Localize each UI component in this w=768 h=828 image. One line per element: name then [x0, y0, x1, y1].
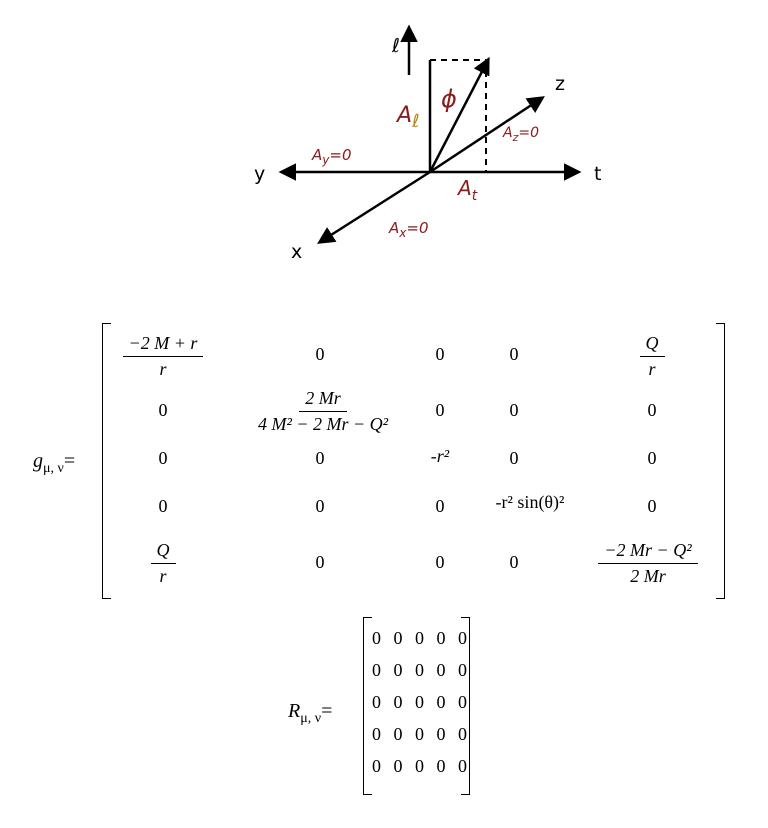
metric-cell: 0 [315, 552, 325, 572]
ricci-row: 0 0 0 0 0 [372, 724, 471, 744]
metric-cell: 0 [647, 496, 657, 516]
metric-cell: $\frac{\text{−2 Mr − Q²}}{2 Mr}$ [578, 540, 718, 587]
metric-cell: 0 [435, 496, 445, 516]
a-z-label: $A_z=0$ [503, 125, 539, 144]
y-axis-label: y [254, 163, 266, 185]
ricci-row: 0 0 0 0 0 [372, 692, 471, 712]
metric-cell: 0 [158, 496, 168, 516]
metric-cell: $\frac{Q}{r}$ [622, 333, 682, 380]
metric-cell: 0 [509, 400, 519, 420]
a-l-label: $A_\ell$ [397, 103, 420, 132]
phi-label: ϕ [441, 85, 457, 113]
metric-lhs: $g_{\mu, \nu}=$ [33, 450, 76, 476]
metric-cell: 0 [435, 552, 445, 572]
metric-cell: 0 [647, 400, 657, 420]
ricci-lhs: $R_{\mu, \nu}=$ [288, 700, 333, 726]
metric-cell: 0 [509, 552, 519, 572]
l-axis-label: ℓ [392, 35, 400, 57]
metric-cell: 0 [647, 448, 657, 468]
metric-cell: 0 [435, 400, 445, 420]
metric-cell: -r² sin(θ)² [495, 492, 565, 512]
metric-cell: $\frac{Q}{r}$ [133, 540, 193, 587]
metric-cell: $\frac{-2 M + r}{r}$ [108, 333, 218, 380]
ricci-row: 0 0 0 0 0 [372, 628, 471, 648]
metric-cell: $\frac{2 Mr}{\text{4 M² − 2 Mr − Q²}}$ [257, 388, 389, 434]
ricci-row: 0 0 0 0 0 [372, 660, 471, 680]
a-y-label: $A_y=0$ [312, 146, 352, 167]
metric-cell: 0 [315, 448, 325, 468]
ricci-bracket-left [363, 617, 372, 795]
phi-vector-arrow [430, 60, 488, 172]
x-axis-label: x [291, 241, 303, 263]
a-t-label: $A_t$ [458, 176, 478, 204]
a-x-label: $A_x=0$ [389, 219, 429, 240]
t-axis-label: t [594, 163, 602, 185]
z-axis-label: z [555, 73, 565, 95]
ricci-row: 0 0 0 0 0 [372, 756, 471, 776]
metric-cell: 0 [158, 448, 168, 468]
metric-cell: 0 [315, 344, 325, 364]
metric-cell: 0 [315, 496, 325, 516]
metric-cell: 0 [509, 344, 519, 364]
metric-cell: 0 [158, 400, 168, 420]
metric-cell: -r² [430, 446, 450, 466]
metric-cell: 0 [435, 344, 445, 364]
vector-diagram [0, 0, 768, 290]
metric-cell: 0 [509, 448, 519, 468]
